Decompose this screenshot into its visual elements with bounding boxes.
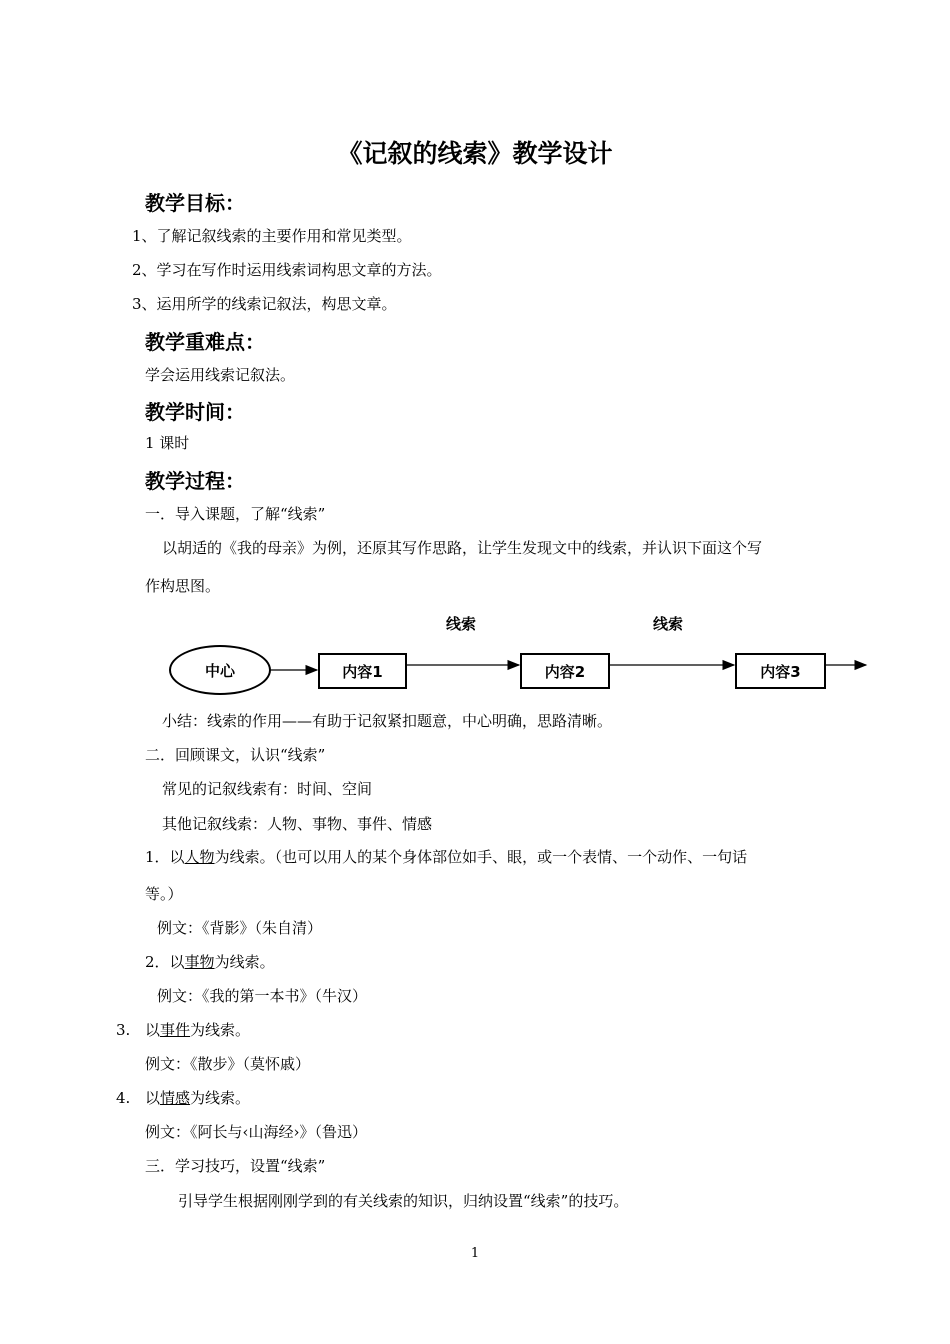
section1-para-line1: 以胡适的《我的母亲》为例，还原其写作思路，让学生发现文中的线索，并认识下面这个写	[162, 539, 763, 557]
diagram-center-node	[169, 645, 271, 695]
clue-item-3-example: 例文：《散步》（莫怀戚）	[145, 1055, 311, 1073]
clue-item-2-key: 事物	[184, 953, 215, 971]
clue-item-1-key: 人物	[184, 848, 215, 866]
clue-item-3-key: 事件	[160, 1021, 191, 1039]
diagram-content2-node	[520, 653, 610, 689]
summary-text: 小结：线索的作用——有助于记叙紧扣题意，中心明确，思路清晰。	[162, 712, 613, 730]
time-text: 1 课时	[145, 434, 190, 452]
clue-item-1-line2: 等。）	[145, 885, 183, 903]
common-clues: 常见的记叙线索有：时间、空间	[162, 780, 373, 798]
other-clues: 其他记叙线索：人物、事物、事件、情感	[162, 815, 433, 833]
clue-item-3-number: 3.	[116, 1021, 131, 1039]
clue-item-4-example: 例文：《阿长与‹山海经›》（鲁迅）	[145, 1123, 367, 1141]
diagram-content3-label: 内容3	[760, 662, 801, 681]
clue-item-2-line	[145, 952, 275, 972]
clue-item-4-prefix: 以	[145, 1089, 161, 1107]
diagram-content2-label: 内容2	[544, 662, 586, 681]
clue-item-3-line	[145, 1020, 250, 1040]
clue-item-4-rest: 为线索。	[190, 1089, 251, 1107]
goal-item-3: 3、运用所学的线索记叙法，构思文章。	[132, 295, 397, 313]
document-title: 《记叙的线索》教学设计	[337, 139, 613, 168]
goals-heading: 教学目标：	[145, 191, 245, 215]
goal-item-2: 2、学习在写作时运用线索词构思文章的方法。	[132, 261, 442, 279]
page-number: 1	[470, 1246, 480, 1261]
clue-item-2-prefix: 2．以	[145, 953, 185, 971]
clue-item-1-example: 例文：《背影》（朱自清）	[157, 919, 323, 937]
diagram-content3-node	[735, 653, 826, 689]
diagram-content1-label: 内容1	[342, 662, 383, 681]
diagram-clue-label-2: 线索	[653, 615, 684, 633]
clue-item-4-line	[145, 1088, 250, 1108]
clue-item-4-key: 情感	[160, 1089, 191, 1107]
clue-item-1-line1	[145, 847, 747, 867]
time-heading: 教学时间：	[145, 400, 245, 424]
clue-item-4-number: 4.	[116, 1089, 131, 1107]
section1-para-line2: 作构思图。	[145, 577, 221, 595]
clue-item-2-rest: 为线索。	[214, 953, 275, 971]
diagram-content1-node	[318, 653, 407, 689]
section3-text: 引导学生根据刚刚学到的有关线索的知识，归纳设置“线索”的技巧。	[178, 1192, 629, 1210]
section1-title: 一．导入课题，了解“线索”	[145, 505, 326, 523]
clue-item-3-rest: 为线索。	[190, 1021, 251, 1039]
diagram-clue-label-1: 线索	[446, 615, 477, 633]
section2-title: 二．回顾课文，认识“线索”	[145, 746, 326, 764]
keypoint-text: 学会运用线索记叙法。	[145, 366, 296, 384]
clue-item-3-prefix: 以	[145, 1021, 161, 1039]
clue-item-1-rest: 为线索。（也可以用人的某个身体部位如手、眼，或一个表情、一个动作、一句话	[214, 848, 748, 866]
keypoint-heading: 教学重难点：	[145, 330, 265, 354]
section3-title: 三．学习技巧，设置“线索”	[145, 1157, 326, 1175]
clue-item-1-prefix: 1．以	[145, 848, 185, 866]
diagram-center-label: 中心	[204, 661, 235, 680]
clue-item-2-example: 例文：《我的第一本书》（牛汉）	[157, 987, 368, 1005]
process-heading: 教学过程：	[145, 469, 245, 493]
goal-item-1: 1、了解记叙线索的主要作用和常见类型。	[132, 227, 412, 245]
